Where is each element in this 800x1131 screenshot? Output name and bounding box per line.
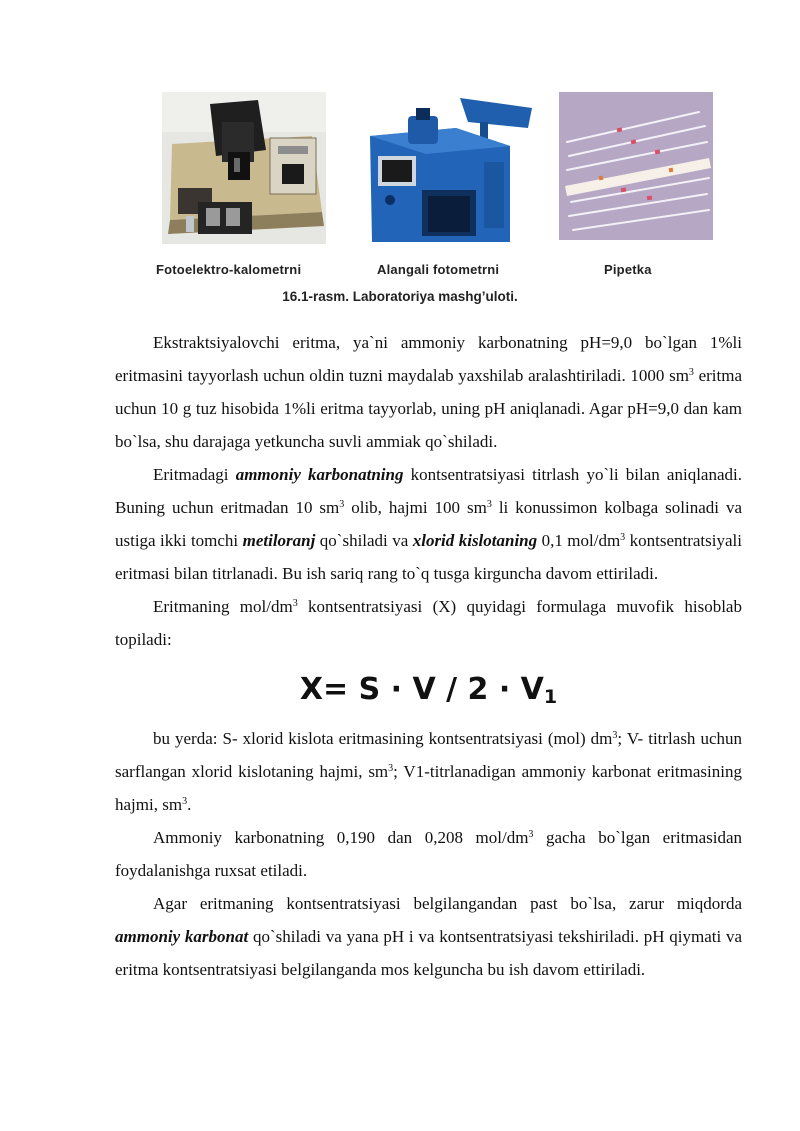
caption-pipette: Pipetka	[604, 262, 652, 277]
superscript: 3	[688, 367, 694, 378]
text-run: ; V- titrlash uchun sarflangan xlorid kislotaning hajmi, sm	[115, 729, 742, 781]
superscript: 3	[292, 598, 298, 609]
superscript: 3	[612, 730, 618, 741]
text-run: bu yerda: S- xlorid kislota eritmasining kontsentratsiyasi (mol) dm	[153, 729, 613, 748]
text-run: 0,1 mol/dm	[537, 531, 621, 550]
pipettes-photo	[559, 92, 713, 240]
text-run: kontsentratsiyasi titrlash yo`li bilan aniqlanadi. Buning uchun eritmadan 10 sm	[115, 465, 742, 517]
text-run: eritma uchun 10 g tuz hisobida 1%li eritma tayyorlab, uning pH aniqlanadi. Agar pH=9,0 dan kam bo`lsa, shu darajaga yetkuncha suvli ammiak qo`shiladi.	[115, 366, 742, 451]
emphasis: xlorid kislotaning	[412, 531, 538, 550]
text-run: olib, hajmi 100 sm	[344, 498, 487, 517]
emphasis: metiloranj	[242, 531, 316, 550]
superscript: 3	[339, 499, 345, 510]
paragraph-3	[115, 590, 742, 656]
text-run: Ekstraktsiyalovchi eritma, ya`ni ammoniy karbonatning pH=9,0 bo`lgan 1%li eritmasini tayyorlash uchun oldin tuzni maydalab yaxshilab aralashtiriladi. 1000 sm	[115, 333, 742, 385]
paragraph-1	[115, 326, 742, 458]
photoelectrocolorimeter-photo	[162, 92, 326, 244]
text-run: kontsentratsiyali eritmasi bilan titrlanadi. Bu ish sariq rang to`q tusga kirguncha davom ettiriladi.	[115, 531, 742, 583]
body-text	[115, 326, 742, 986]
superscript: 3	[182, 796, 188, 807]
text-run: Eritmadagi	[153, 465, 236, 484]
superscript: 3	[528, 829, 534, 840]
paragraph-2	[115, 458, 742, 590]
figure-title: 16.1-rasm. Laboratoriya mashg’uloti.	[282, 289, 518, 304]
superscript: 3	[388, 763, 394, 774]
paragraph-4	[115, 722, 742, 821]
paragraph-5	[115, 821, 742, 887]
text-run: li konussimon kolbaga solinadi va ustiga ikki tomchi	[115, 498, 742, 550]
emphasis: ammoniy karbonat	[115, 927, 249, 946]
text-run: ; V1-titrlanadigan ammoniy karbonat eritmasining hajmi, sm	[115, 762, 742, 814]
caption-flame-photometer: Alangali fotometrni	[377, 262, 500, 277]
formula	[115, 670, 742, 710]
text-run: Ammoniy karbonatning 0,190 dan 0,208 mol/dm	[153, 828, 529, 847]
emphasis: ammoniy karbonatning	[235, 465, 404, 484]
text-run: qo`shiladi va	[315, 531, 413, 550]
superscript: 3	[620, 532, 626, 543]
text-run: qo`shiladi va yana pH i va kontsentratsiyasi tekshiriladi. pH qiymati va eritma kontsentratsiyasi belgilanganda mos kelguncha bu ish davom ettiriladi.	[115, 927, 742, 979]
text-run: Agar eritmaning kontsentratsiyasi belgilangandan past bo`lsa, zarur miqdorda	[153, 894, 742, 913]
paragraph-6	[115, 887, 742, 986]
text-run: gacha bo`lgan eritmasidan foydalanishga ruxsat etiladi.	[115, 828, 742, 880]
formula-main: X= S · V / 2 · V	[299, 672, 544, 707]
flame-photometer-photo	[360, 92, 540, 244]
text-run: kontsentratsiyasi (X) quyidagi formulaga muvofik hisoblab topiladi:	[115, 597, 742, 649]
caption-photoelectrocolorimeter: Fotoelektro-kalometrni	[156, 262, 302, 277]
superscript: 3	[486, 499, 492, 510]
text-run: Eritmaning mol/dm	[153, 597, 293, 616]
text-run: .	[187, 795, 192, 814]
formula-subscript: 1	[543, 686, 558, 708]
